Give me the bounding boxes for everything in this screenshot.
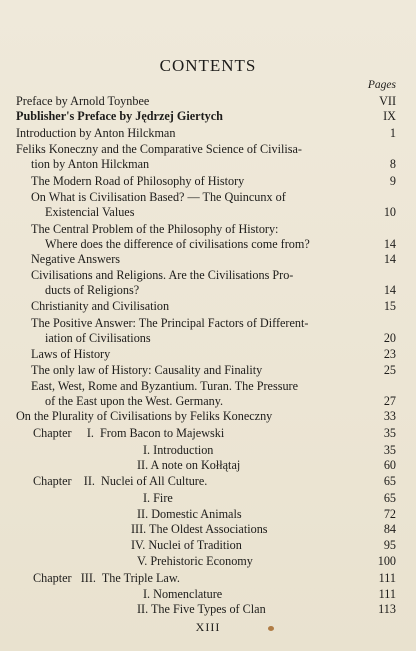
pages-column-heading: Pages <box>367 79 396 91</box>
toc-subentry-text: I. Nomenclature <box>143 587 223 601</box>
toc-entry-page: 72 <box>383 507 396 521</box>
toc-subentry-text: IV. Nuclei of Tradition <box>131 538 242 552</box>
toc-entry-text: On What is Civilisation Based? — The Quincunx of <box>31 190 286 204</box>
toc-entry-page: 14 <box>383 237 396 251</box>
toc-entry-page: 10 <box>383 205 396 219</box>
toc-entry-page: 33 <box>383 409 396 423</box>
toc-entry-text: of the East upon the West. Germany. <box>45 394 224 408</box>
toc-entry-text: Where does the difference of civilisations come from? <box>45 237 310 251</box>
toc-entry-page: IX <box>383 109 396 123</box>
toc-entry-page: 25 <box>383 363 396 377</box>
toc-entry-page: 20 <box>383 331 396 345</box>
toc-entry-page: 84 <box>383 522 396 536</box>
toc-entry-page: 111 <box>378 587 396 601</box>
toc-entry-page: 65 <box>383 474 396 488</box>
toc-entry-page: 95 <box>383 538 396 552</box>
toc-subentry-text: III. The Oldest Associations <box>131 522 268 536</box>
toc-entry-page: 8 <box>389 157 396 171</box>
toc-entry-text: Feliks Koneczny and the Comparative Science of Civilisa- <box>16 142 302 156</box>
toc-subentry-text: I. Fire <box>143 491 173 505</box>
toc-entry-page: 65 <box>383 491 396 505</box>
toc-entry-page: 111 <box>378 571 396 585</box>
toc-entry-text: Negative Answers <box>31 252 121 266</box>
toc-entry-page: 9 <box>389 174 396 188</box>
toc-entry-text: tion by Anton Hilckman <box>31 157 150 171</box>
toc-entry-page: 14 <box>383 283 396 297</box>
toc-entry-page: VII <box>379 94 396 108</box>
paper-stain <box>268 626 274 631</box>
toc-subentry-text: II. A note on Kołłątaj <box>137 458 241 472</box>
toc-subentry-text: I. Introduction <box>143 443 214 457</box>
toc-subentry-text: V. Prehistoric Economy <box>137 554 253 568</box>
toc-subentry-text: II. The Five Types of Clan <box>137 602 266 616</box>
toc-entry-text: Existencial Values <box>45 205 135 219</box>
toc-entry-text: ducts of Religions? <box>45 283 140 297</box>
toc-chapter-heading: Chapter III. The Triple Law. <box>33 571 180 585</box>
toc-entry-text: The only law of History: Causality and Finality <box>31 363 263 377</box>
toc-subentry-text: II. Domestic Animals <box>137 507 242 521</box>
toc-entry-text: iation of Civilisations <box>45 331 151 345</box>
toc-entry-page: 35 <box>383 443 396 457</box>
toc-entry-page: 27 <box>383 394 396 408</box>
toc-entry-text: The Central Problem of the Philosophy of History: <box>31 222 279 236</box>
contents-title: CONTENTS <box>159 56 257 75</box>
toc-chapter-heading: Chapter I. From Bacon to Majewski <box>33 426 225 440</box>
toc-entry-text: On the Plurality of Civilisations by Feliks Koneczny <box>16 409 273 423</box>
toc-entry-page: 1 <box>389 126 396 140</box>
toc-entry-text: The Modern Road of Philosophy of History <box>31 174 245 188</box>
toc-entry-text: Publisher's Preface by Jędrzej Giertych <box>16 109 223 123</box>
toc-entry-text: Introduction by Anton Hilckman <box>16 126 176 140</box>
toc-entry-page: 60 <box>383 458 396 472</box>
toc-entry-page: 100 <box>377 554 396 568</box>
toc-entry-text: Civilisations and Religions. Are the Civilisations Pro- <box>31 268 294 282</box>
toc-entry-page: 113 <box>378 602 396 616</box>
toc-entry-text: Preface by Arnold Toynbee <box>16 94 150 108</box>
toc-entry-text: Laws of History <box>31 347 111 361</box>
toc-chapter-heading: Chapter II. Nuclei of All Culture. <box>33 474 208 488</box>
toc-entry-page: 15 <box>383 299 396 313</box>
toc-entry-text: East, West, Rome and Byzantium. Turan. The Pressure <box>31 379 299 393</box>
toc-entry-text: The Positive Answer: The Principal Factors of Different- <box>31 316 309 330</box>
toc-entry-page: 35 <box>383 426 396 440</box>
toc-entry-text: Christianity and Civilisation <box>31 299 170 313</box>
page-number: XIII <box>195 620 221 634</box>
toc-entry-page: 23 <box>383 347 396 361</box>
toc-entry-page: 14 <box>383 252 396 266</box>
